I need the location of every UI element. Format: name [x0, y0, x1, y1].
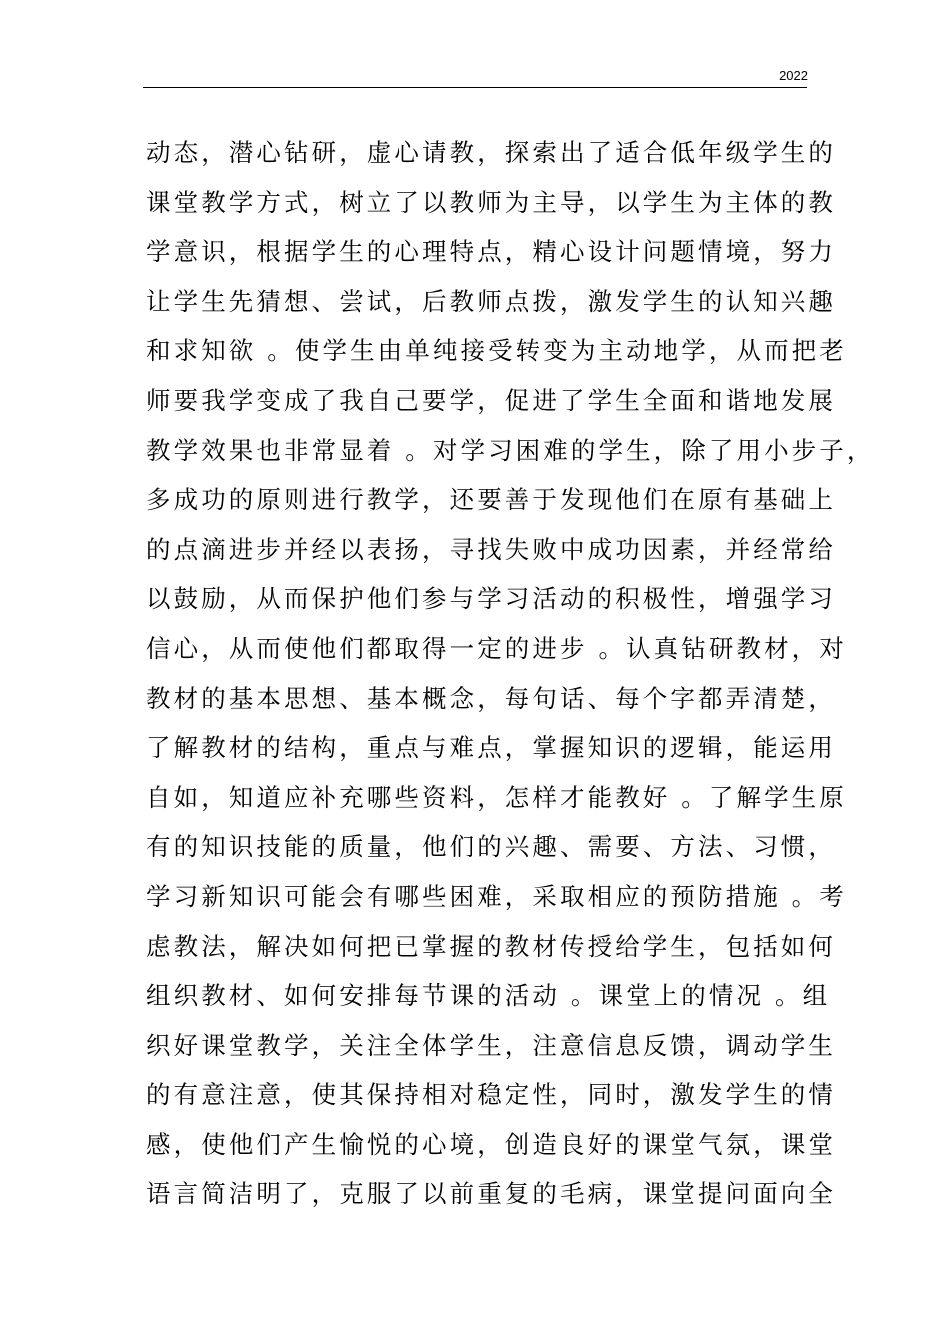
- text-line: 课堂教学方式，树立了以教师为主导，以学生为主体的教: [146, 187, 836, 217]
- text-line: 感，使他们产生愉悦的心境，创造良好的课堂气氛，课堂: [146, 1129, 836, 1159]
- text-line: 教学效果也非常显着 。对学习困难的学生，除了用小步子，: [146, 435, 875, 465]
- text-line: 了解教材的结构，重点与难点，掌握知识的逻辑，能运用: [146, 733, 836, 763]
- body-text: [146, 128, 875, 1219]
- text-line: 信心，从而使他们都取得一定的进步 。认真钻研教材，对: [146, 633, 847, 663]
- text-line: 组织教材、如何安排每节课的活动 。课堂上的情况 。组: [146, 981, 831, 1011]
- text-line: 织好课堂教学，关注全体学生，注意信息反馈，调动学生: [146, 1030, 836, 1060]
- text-line: 师要我学变成了我自己要学，促进了学生全面和谐地发展: [146, 385, 836, 415]
- text-line: 和求知欲 。使学生由单纯接受转变为主动地学，从而把老: [146, 336, 847, 366]
- text-line: 以鼓励，从而保护他们参与学习活动的积极性，增强学习: [146, 584, 836, 614]
- text-line: 虑教法，解决如何把已掌握的教材传授给学生，包括如何: [146, 931, 836, 961]
- text-line: 语言简洁明了，克服了以前重复的毛病，课堂提问面向全: [146, 1179, 836, 1209]
- text-line: 自如，知道应补充哪些资料，怎样才能教好 。了解学生原: [146, 782, 847, 812]
- header-divider: [143, 87, 807, 88]
- text-line: 的点滴进步并经以表扬，寻找失败中成功因素，并经常给: [146, 534, 836, 564]
- text-line: 学意识，根据学生的心理特点，精心设计问题情境，努力: [146, 237, 836, 267]
- text-line: 多成功的原则进行教学，还要善于发现他们在原有基础上: [146, 485, 836, 515]
- text-line: 动态，潜心钻研，虚心请教，探索出了适合低年级学生的: [146, 138, 836, 167]
- header-year: 2022: [779, 68, 808, 83]
- text-line: 教材的基本思想、基本概念，每句话、每个字都弄清楚，: [146, 683, 836, 713]
- text-line: 学习新知识可能会有哪些困难，采取相应的预防措施 。考: [146, 881, 847, 911]
- text-line: 让学生先猜想、尝试，后教师点拨，激发学生的认知兴趣: [146, 286, 836, 316]
- text-line: 的有意注意，使其保持相对稳定性，同时，激发学生的情: [146, 1080, 836, 1110]
- text-line: 有的知识技能的质量，他们的兴趣、需要、方法、习惯，: [146, 832, 836, 862]
